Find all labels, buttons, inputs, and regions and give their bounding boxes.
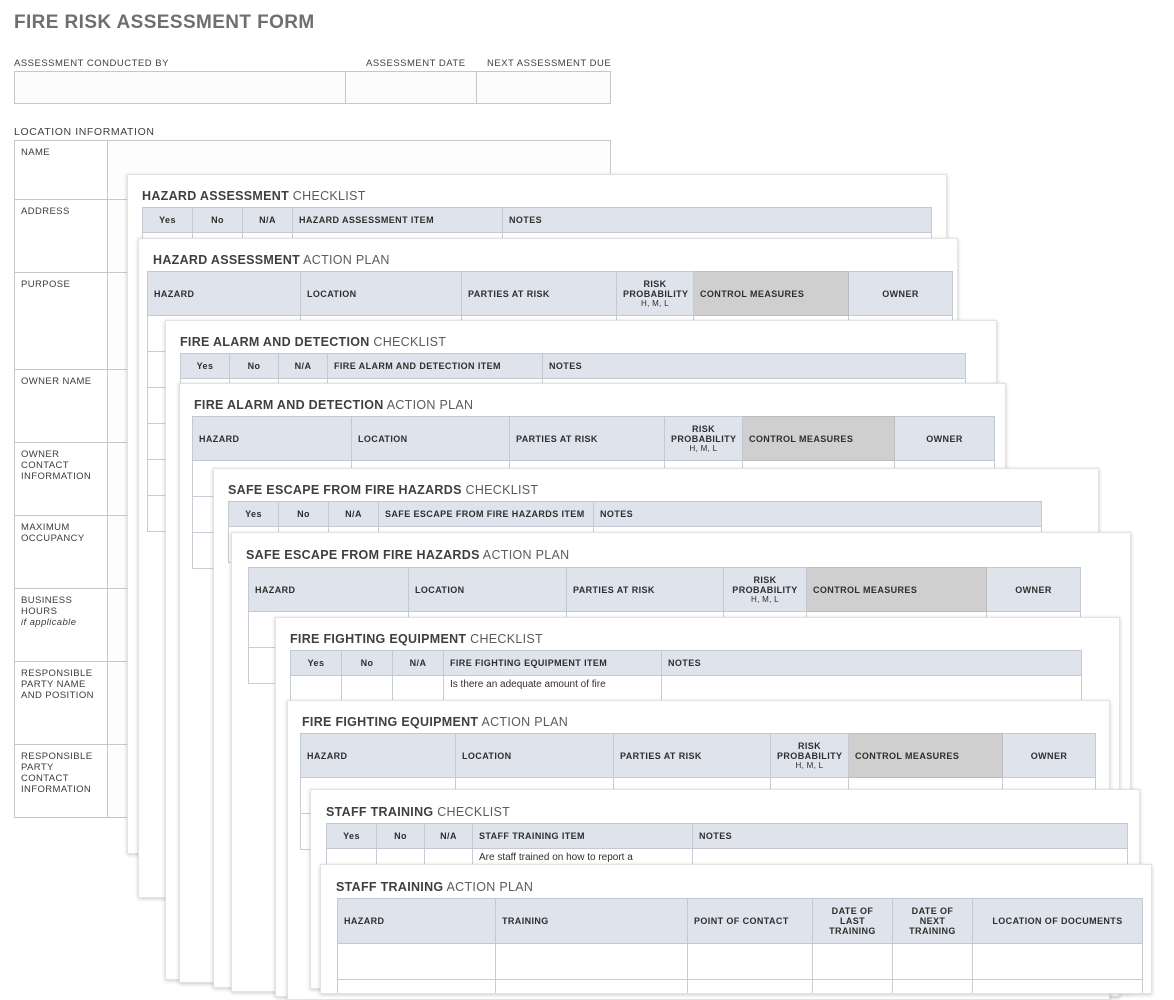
col-no[interactable]: No	[342, 651, 393, 676]
table-header-row	[327, 824, 1128, 849]
col-control-measures[interactable]: CONTROL MEASURES	[807, 568, 987, 612]
col-item[interactable]: STAFF TRAINING ITEM	[473, 824, 693, 849]
business-hours-text: BUSINESS HOURS	[21, 595, 73, 617]
col-location[interactable]: LOCATION	[352, 417, 510, 461]
col-yes[interactable]: Yes	[181, 354, 230, 379]
col-parties-at-risk[interactable]: PARTIES AT RISK	[614, 734, 771, 778]
sheet-title-bold: HAZARD ASSESSMENT	[142, 189, 290, 203]
sheet-title-rest: CHECKLIST	[289, 189, 366, 203]
col-risk-probability[interactable]	[724, 568, 807, 612]
table-header-row	[291, 651, 1082, 676]
col-item[interactable]: HAZARD ASSESSMENT ITEM	[293, 208, 503, 233]
sheet-title-rest: ACTION PLAN	[479, 548, 570, 562]
sheet-title-rest: ACTION PLAN	[443, 880, 534, 894]
col-no[interactable]: No	[193, 208, 243, 233]
col-risk-probability[interactable]	[617, 272, 694, 316]
next-assessment-due-field[interactable]	[477, 71, 611, 104]
col-point-of-contact[interactable]: POINT OF CONTACT	[688, 899, 813, 944]
cell-training[interactable]	[496, 980, 688, 995]
col-control-measures[interactable]: CONTROL MEASURES	[743, 417, 895, 461]
col-notes[interactable]: NOTES	[543, 354, 966, 379]
col-risk-probability-text: RISK PROBABILITY	[623, 279, 689, 299]
col-na[interactable]: N/A	[425, 824, 473, 849]
cell-hazard[interactable]	[338, 980, 496, 995]
cell-documents[interactable]	[973, 944, 1143, 980]
col-hazard[interactable]: HAZARD	[338, 899, 496, 944]
col-control-measures[interactable]: CONTROL MEASURES	[849, 734, 1003, 778]
sheet-title-rest: CHECKLIST	[369, 335, 447, 349]
sheet-title-bold: HAZARD ASSESSMENT	[153, 253, 301, 267]
cell-point-of-contact[interactable]	[688, 944, 813, 980]
row-label-maximum-occupancy: MAXIMUM OCCUPANCY	[15, 516, 108, 589]
sheet-title-bold: FIRE FIGHTING EQUIPMENT	[302, 715, 479, 729]
sheet-title-rest: CHECKLIST	[466, 632, 543, 646]
cell-date-next[interactable]	[893, 944, 973, 980]
col-date-of-next-training[interactable]: DATE OF NEXT TRAINING	[893, 899, 973, 944]
col-location[interactable]: LOCATION	[301, 272, 462, 316]
sheet-title-bold: STAFF TRAINING	[326, 805, 434, 819]
table-header-row	[181, 354, 966, 379]
col-notes[interactable]: NOTES	[693, 824, 1128, 849]
table-header-row	[143, 208, 932, 233]
sheet-title	[336, 880, 533, 894]
sheet-title	[153, 253, 390, 267]
cell-hazard[interactable]	[338, 944, 496, 980]
row-label-responsible-party-contact: RESPONSIBLE PARTY CONTACT INFORMATION	[15, 745, 108, 818]
sheet-title	[290, 632, 543, 646]
business-hours-note: if applicable	[21, 617, 77, 628]
col-na[interactable]: N/A	[279, 354, 328, 379]
col-risk-probability-text: RISK PROBABILITY	[777, 741, 843, 761]
col-location[interactable]: LOCATION	[456, 734, 614, 778]
col-yes[interactable]: Yes	[327, 824, 377, 849]
sheet-title-bold: SAFE ESCAPE FROM FIRE HAZARDS	[228, 483, 462, 497]
row-label-purpose: PURPOSE	[15, 273, 108, 370]
col-na[interactable]: N/A	[329, 502, 379, 527]
sheet-title	[194, 398, 473, 412]
table-header-row	[193, 417, 995, 461]
row-label-business-hours	[15, 589, 108, 662]
row-label-owner-contact: OWNER CONTACT INFORMATION	[15, 443, 108, 516]
cell-item[interactable]: Are staff trained on how to report a	[473, 849, 693, 885]
cell-date-next[interactable]	[893, 980, 973, 995]
col-item[interactable]: FIRE ALARM AND DETECTION ITEM	[328, 354, 543, 379]
col-control-measures[interactable]: CONTROL MEASURES	[694, 272, 849, 316]
row-label-name: NAME	[15, 141, 108, 200]
col-na[interactable]: N/A	[393, 651, 444, 676]
col-owner[interactable]: OWNER	[849, 272, 953, 316]
sheet-title	[142, 189, 366, 203]
sheet-title-bold: FIRE ALARM AND DETECTION	[194, 398, 384, 412]
sheet-title	[302, 715, 568, 729]
col-hazard[interactable]: HAZARD	[193, 417, 352, 461]
col-risk-probability-text: RISK PROBABILITY	[671, 424, 737, 444]
col-owner[interactable]: OWNER	[895, 417, 995, 461]
col-no[interactable]: No	[377, 824, 425, 849]
table-row	[338, 980, 1143, 995]
row-label-address: ADDRESS	[15, 200, 108, 273]
col-risk-probability[interactable]	[771, 734, 849, 778]
col-hazard[interactable]: HAZARD	[301, 734, 456, 778]
sheet-title-rest: ACTION PLAN	[478, 715, 569, 729]
table-header-row	[229, 502, 1042, 527]
page-title: FIRE RISK ASSESSMENT FORM	[14, 12, 315, 33]
cell-training[interactable]	[496, 944, 688, 980]
sheet-title-bold: SAFE ESCAPE FROM FIRE HAZARDS	[246, 548, 480, 562]
col-risk-probability-sub: H, M, L	[641, 299, 669, 308]
table-header-row	[338, 899, 1143, 944]
col-risk-probability-text: RISK PROBABILITY	[732, 575, 798, 595]
col-item[interactable]: FIRE FIGHTING EQUIPMENT ITEM	[444, 651, 662, 676]
col-risk-probability-sub: H, M, L	[689, 444, 718, 453]
assessment-conducted-by-label: ASSESSMENT CONDUCTED BY	[14, 58, 169, 69]
cell-date-last[interactable]	[813, 944, 893, 980]
next-assessment-due-label: NEXT ASSESSMENT DUE	[487, 58, 612, 69]
col-no[interactable]: No	[279, 502, 329, 527]
col-hazard[interactable]: HAZARD	[249, 568, 409, 612]
col-item[interactable]: SAFE ESCAPE FROM FIRE HAZARDS ITEM	[379, 502, 594, 527]
sheet-title-bold: FIRE ALARM AND DETECTION	[180, 335, 370, 349]
sheet-title-rest: ACTION PLAN	[300, 253, 390, 267]
col-risk-probability[interactable]	[665, 417, 743, 461]
table-header-row	[301, 734, 1096, 778]
col-hazard[interactable]: HAZARD	[148, 272, 301, 316]
col-location[interactable]: LOCATION	[409, 568, 567, 612]
assessment-date-label: ASSESSMENT DATE	[366, 58, 466, 69]
sheet-title-bold: STAFF TRAINING	[336, 880, 444, 894]
sheet-title	[326, 805, 510, 819]
cell-documents[interactable]	[973, 980, 1143, 995]
col-yes[interactable]: Yes	[291, 651, 342, 676]
col-na[interactable]: N/A	[243, 208, 293, 233]
col-risk-probability-sub: H, M, L	[795, 761, 824, 770]
col-training[interactable]: TRAINING	[496, 899, 688, 944]
assessment-date-field[interactable]	[346, 71, 477, 104]
col-notes[interactable]: NOTES	[594, 502, 1042, 527]
table-row	[338, 944, 1143, 980]
location-information-label: LOCATION INFORMATION	[14, 126, 155, 138]
col-no[interactable]: No	[230, 354, 279, 379]
cell-point-of-contact[interactable]	[688, 980, 813, 995]
sheet-title-rest: CHECKLIST	[461, 483, 539, 497]
sheet-title	[246, 548, 569, 562]
col-location-of-documents[interactable]: LOCATION OF DOCUMENTS	[973, 899, 1143, 944]
col-yes[interactable]: Yes	[229, 502, 279, 527]
col-parties-at-risk[interactable]: PARTIES AT RISK	[462, 272, 617, 316]
sheet-title-bold: FIRE FIGHTING EQUIPMENT	[290, 632, 467, 646]
assessment-conducted-by-field[interactable]	[14, 71, 346, 104]
cell-item[interactable]: Is there an adequate amount of fire	[444, 676, 662, 712]
col-notes[interactable]: NOTES	[503, 208, 932, 233]
action-plan-table	[337, 898, 1143, 994]
col-owner[interactable]: OWNER	[1003, 734, 1096, 778]
table-header-row	[249, 568, 1081, 612]
col-parties-at-risk[interactable]: PARTIES AT RISK	[510, 417, 665, 461]
col-date-of-last-training[interactable]: DATE OF LAST TRAINING	[813, 899, 893, 944]
header-fields	[14, 71, 611, 104]
col-notes[interactable]: NOTES	[662, 651, 1082, 676]
sheet-staff-training-action-plan[interactable]	[320, 864, 1152, 994]
col-parties-at-risk[interactable]: PARTIES AT RISK	[567, 568, 724, 612]
row-label-responsible-party-name: RESPONSIBLE PARTY NAME AND POSITION	[15, 662, 108, 745]
sheet-title	[228, 483, 538, 497]
table-header-row	[148, 272, 953, 316]
col-owner[interactable]: OWNER	[987, 568, 1081, 612]
cell-date-last[interactable]	[813, 980, 893, 995]
sheet-title	[180, 335, 446, 349]
col-risk-probability-sub: H, M, L	[751, 595, 779, 604]
col-yes[interactable]: Yes	[143, 208, 193, 233]
header-labels	[14, 58, 614, 70]
row-label-owner-name: OWNER NAME	[15, 370, 108, 443]
sheet-title-rest: ACTION PLAN	[383, 398, 474, 412]
sheet-title-rest: CHECKLIST	[433, 805, 511, 819]
